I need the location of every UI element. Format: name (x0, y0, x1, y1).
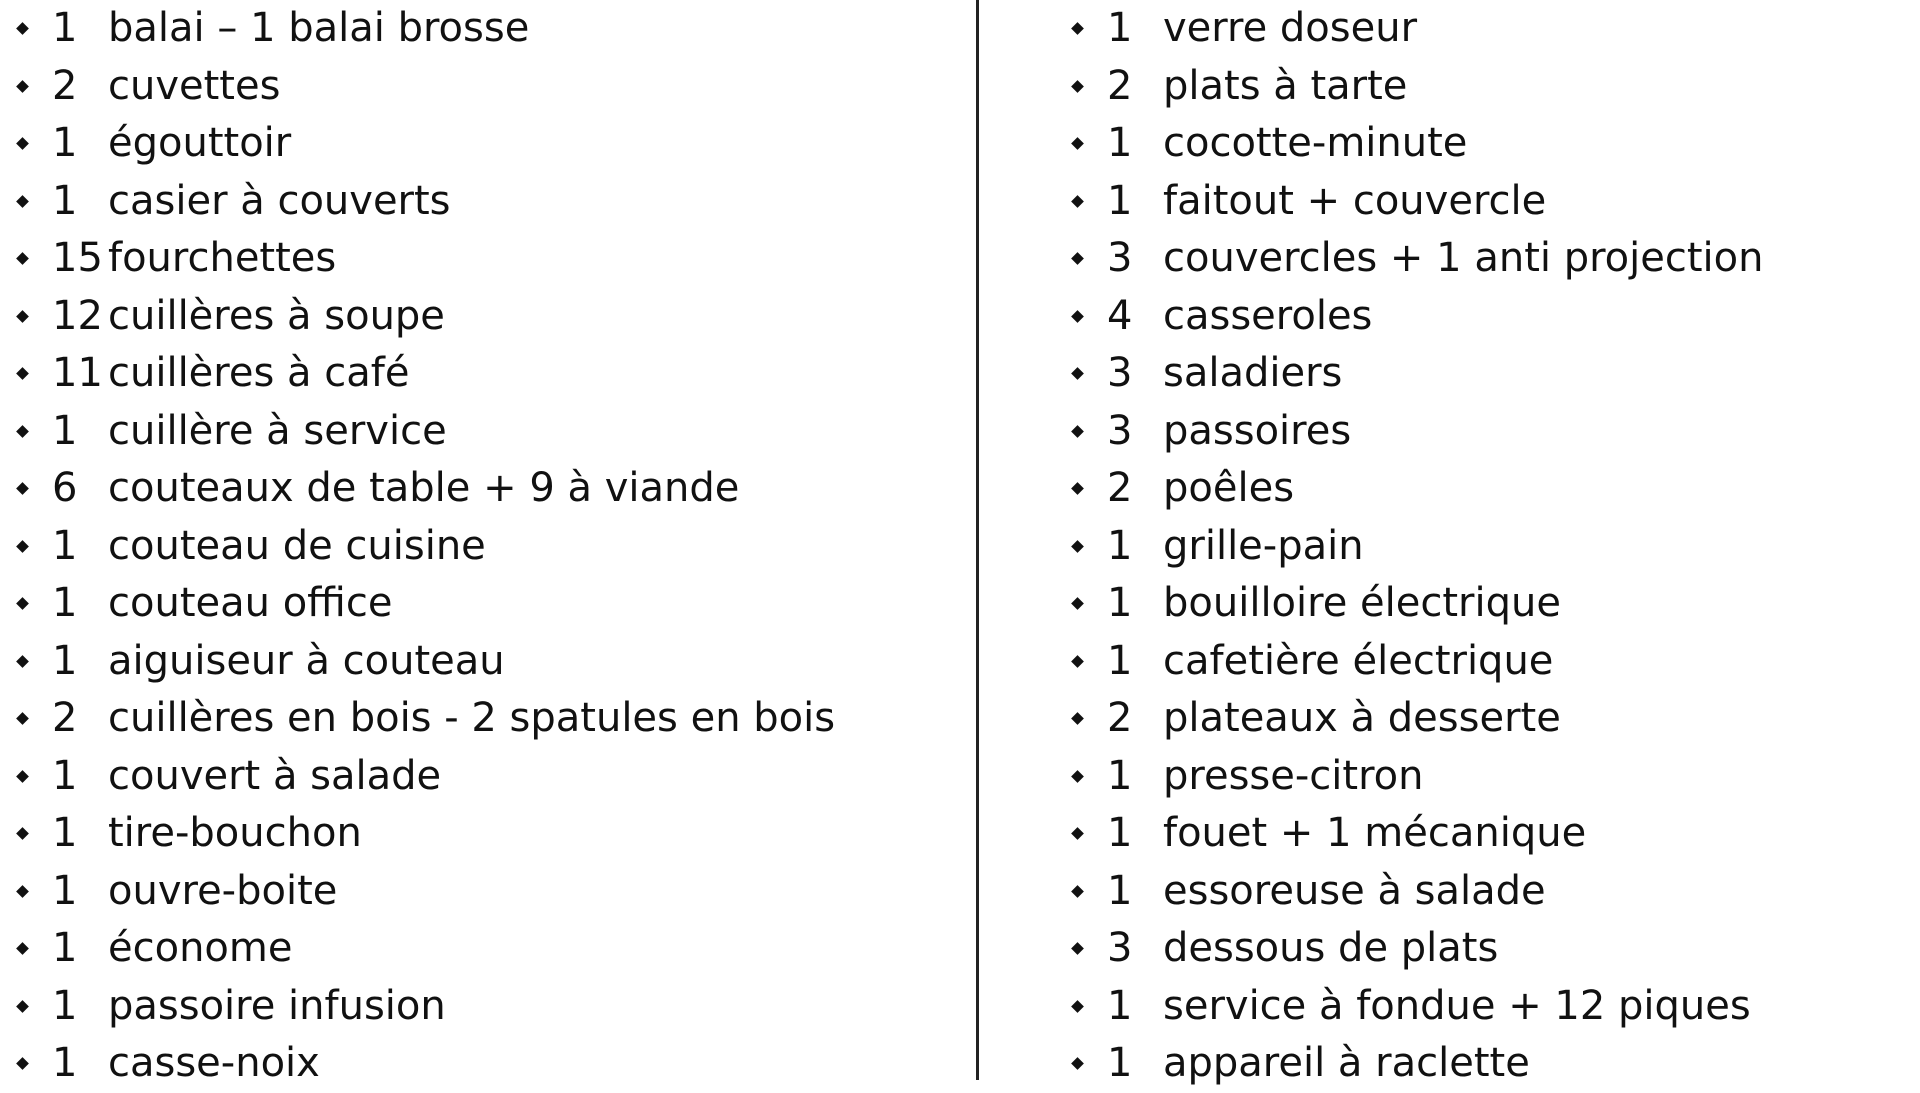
bullet-diamond-icon (16, 942, 29, 955)
item-quantity: 1 (52, 925, 78, 971)
bullet-diamond-icon (16, 597, 29, 610)
bullet-diamond-icon (16, 1057, 29, 1070)
list-item (0, 460, 975, 518)
item-quantity: 2 (1107, 695, 1133, 741)
item-quantity: 3 (1107, 407, 1133, 454)
item-label: cuillères à café (108, 350, 410, 396)
list-item (1055, 173, 1920, 231)
bullet-diamond-icon (16, 80, 29, 93)
item-label: égouttoir (108, 120, 292, 166)
item-quantity: 1 (1107, 637, 1133, 684)
bullet-diamond-icon (1071, 942, 1084, 955)
list-item (0, 288, 975, 346)
list-item (0, 518, 975, 576)
bullet-diamond-icon (16, 310, 29, 323)
item-quantity: 1 (52, 177, 78, 224)
list-item (1055, 460, 1920, 518)
item-quantity: 1 (52, 637, 78, 684)
bullet-diamond-icon (1071, 195, 1084, 208)
item-label: tire-bouchon (108, 810, 362, 856)
list-item (0, 58, 975, 116)
list-item (1055, 978, 1920, 1036)
item-label: couteaux de table + 9 à viande (108, 465, 740, 511)
bullet-diamond-icon (16, 195, 29, 208)
item-label: passoires (1163, 407, 1352, 454)
bullet-diamond-icon (1071, 22, 1084, 35)
list-item (0, 748, 975, 806)
list-item (0, 230, 975, 288)
list-item (1055, 115, 1920, 173)
item-quantity: 1 (52, 580, 78, 626)
list-item (0, 978, 975, 1036)
item-label: essoreuse à salade (1163, 867, 1546, 914)
list-item (0, 173, 975, 231)
item-label: casseroles (1163, 292, 1373, 339)
list-item (1055, 0, 1920, 58)
item-label: cocotte-minute (1163, 120, 1468, 166)
list-item (1055, 920, 1920, 978)
item-quantity: 1 (1107, 522, 1133, 569)
item-quantity: 1 (1107, 982, 1133, 1029)
bullet-diamond-icon (1071, 137, 1084, 150)
list-item (1055, 403, 1920, 461)
item-quantity: 1 (1107, 810, 1133, 856)
item-quantity: 1 (1107, 867, 1133, 914)
item-label: ouvre-boite (108, 867, 338, 914)
item-quantity: 1 (52, 867, 78, 914)
item-quantity: 15 (52, 235, 103, 281)
item-label: couvert à salade (108, 752, 442, 799)
item-label: couvercles + 1 anti projection (1163, 235, 1764, 281)
item-label: saladiers (1163, 350, 1343, 396)
bullet-diamond-icon (16, 827, 29, 840)
item-quantity: 1 (1107, 580, 1133, 626)
bullet-diamond-icon (1071, 425, 1084, 438)
item-quantity: 1 (52, 407, 78, 454)
item-quantity: 2 (1107, 465, 1133, 511)
item-quantity: 12 (52, 292, 103, 339)
item-label: économe (108, 925, 293, 971)
item-quantity: 1 (1107, 1040, 1133, 1086)
list-item (1055, 690, 1920, 748)
item-label: cuvettes (108, 62, 281, 109)
list-item (1055, 575, 1920, 633)
item-label: dessous de plats (1163, 925, 1499, 971)
list-item (1055, 230, 1920, 288)
item-label: presse-citron (1163, 752, 1424, 799)
item-quantity: 6 (52, 465, 78, 511)
list-item (0, 863, 975, 921)
bullet-diamond-icon (16, 482, 29, 495)
list-item (0, 805, 975, 863)
item-quantity: 1 (52, 982, 78, 1029)
item-quantity: 1 (52, 120, 78, 166)
item-label: appareil à raclette (1163, 1040, 1530, 1086)
list-item (1055, 633, 1920, 691)
item-label: bouilloire électrique (1163, 580, 1561, 626)
list-item (0, 403, 975, 461)
item-label: faitout + couvercle (1163, 177, 1547, 224)
list-item (1055, 863, 1920, 921)
list-item (0, 690, 975, 748)
item-label: grille-pain (1163, 522, 1364, 569)
bullet-diamond-icon (1071, 482, 1084, 495)
list-item (1055, 518, 1920, 576)
item-label: balai – 1 balai brosse (108, 5, 530, 51)
right-inventory-list (1055, 0, 1920, 1093)
item-quantity: 3 (1107, 350, 1133, 396)
item-label: cuillères à soupe (108, 292, 445, 339)
list-item (0, 920, 975, 978)
bullet-diamond-icon (1071, 540, 1084, 553)
item-label: cuillères en bois - 2 spatules en bois (108, 695, 836, 741)
item-label: couteau office (108, 580, 393, 626)
bullet-diamond-icon (16, 712, 29, 725)
item-quantity: 1 (52, 752, 78, 799)
item-quantity: 1 (1107, 752, 1133, 799)
bullet-diamond-icon (1071, 1057, 1084, 1070)
bullet-diamond-icon (16, 655, 29, 668)
item-quantity: 1 (1107, 177, 1133, 224)
item-label: fouet + 1 mécanique (1163, 810, 1587, 856)
item-label: fourchettes (108, 235, 337, 281)
item-label: plats à tarte (1163, 62, 1408, 109)
bullet-diamond-icon (16, 770, 29, 783)
item-quantity: 1 (52, 5, 78, 51)
item-quantity: 1 (52, 810, 78, 856)
item-quantity: 2 (1107, 62, 1133, 109)
bullet-diamond-icon (1071, 367, 1084, 380)
list-item (0, 575, 975, 633)
bullet-diamond-icon (1071, 80, 1084, 93)
list-item (1055, 748, 1920, 806)
list-item (1055, 1035, 1920, 1093)
bullet-diamond-icon (16, 1000, 29, 1013)
item-quantity: 11 (52, 350, 103, 396)
list-item (0, 345, 975, 403)
bullet-diamond-icon (1071, 1000, 1084, 1013)
bullet-diamond-icon (1071, 770, 1084, 783)
bullet-diamond-icon (1071, 597, 1084, 610)
bullet-diamond-icon (16, 22, 29, 35)
item-label: casse-noix (108, 1040, 320, 1086)
item-quantity: 2 (52, 695, 78, 741)
item-label: cafetière électrique (1163, 637, 1554, 684)
list-item (0, 1035, 975, 1093)
bullet-diamond-icon (1071, 827, 1084, 840)
list-item (0, 0, 975, 58)
item-quantity: 3 (1107, 235, 1133, 281)
bullet-diamond-icon (16, 367, 29, 380)
item-label: service à fondue + 12 piques (1163, 982, 1751, 1029)
item-quantity: 3 (1107, 925, 1133, 971)
bullet-diamond-icon (16, 425, 29, 438)
bullet-diamond-icon (16, 540, 29, 553)
list-item (1055, 345, 1920, 403)
item-label: couteau de cuisine (108, 522, 486, 569)
bullet-diamond-icon (1071, 885, 1084, 898)
item-label: cuillère à service (108, 407, 447, 454)
item-label: aiguiseur à couteau (108, 637, 505, 684)
item-label: verre doseur (1163, 5, 1418, 51)
bullet-diamond-icon (1071, 252, 1084, 265)
item-label: plateaux à desserte (1163, 695, 1561, 741)
item-label: passoire infusion (108, 982, 446, 1029)
column-divider (976, 0, 979, 1080)
list-item (0, 115, 975, 173)
item-label: casier à couverts (108, 177, 451, 224)
item-quantity: 1 (1107, 5, 1133, 51)
bullet-diamond-icon (1071, 655, 1084, 668)
item-quantity: 1 (1107, 120, 1133, 166)
item-label: poêles (1163, 465, 1295, 511)
list-item (1055, 58, 1920, 116)
item-quantity: 1 (52, 522, 78, 569)
list-item (1055, 288, 1920, 346)
bullet-diamond-icon (1071, 712, 1084, 725)
item-quantity: 4 (1107, 292, 1133, 339)
bullet-diamond-icon (1071, 310, 1084, 323)
bullet-diamond-icon (16, 885, 29, 898)
list-item (1055, 805, 1920, 863)
bullet-diamond-icon (16, 252, 29, 265)
list-item (0, 633, 975, 691)
item-quantity: 2 (52, 62, 78, 109)
bullet-diamond-icon (16, 137, 29, 150)
item-quantity: 1 (52, 1040, 78, 1086)
